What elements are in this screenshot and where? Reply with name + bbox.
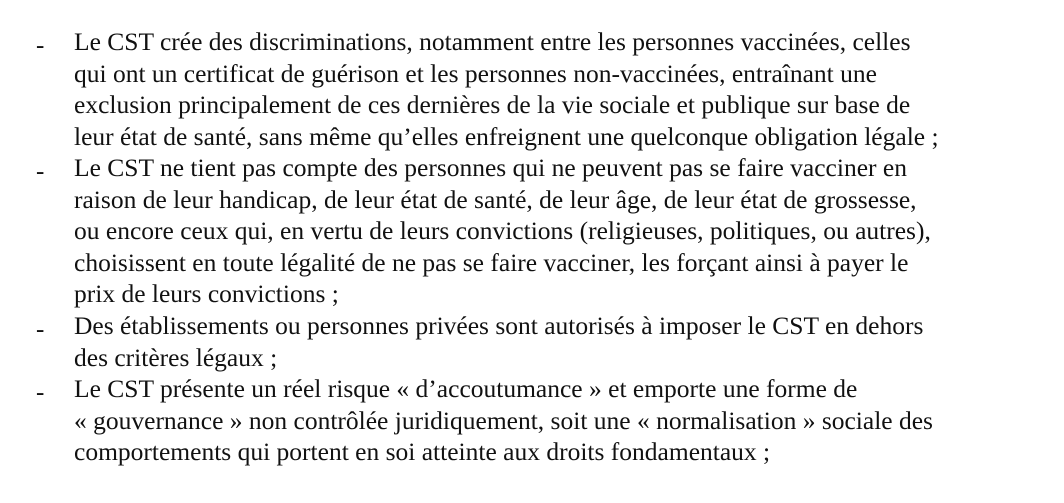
text-line: exclusion principalement de ces dernières de la vie sociale et publique sur base de — [74, 90, 911, 119]
list-item-text — [74, 26, 1044, 152]
text-line: Le CST crée des discriminations, notamment entre les personnes vaccinées, celles — [74, 27, 911, 56]
text-line: prix de leurs convictions ; — [74, 279, 339, 308]
text-line: Le CST présente un réel risque « d’accoutumance » et emporte une forme de — [74, 374, 858, 403]
text-line: leur état de santé, sans même qu’elles enfreignent une quelconque obligation légale ; — [74, 121, 939, 151]
bullet-dash: - — [36, 379, 45, 406]
text-line: ou encore ceux qui, en vertu de leurs convictions (religieuses, politiques, ou autres), — [74, 216, 931, 245]
list-item-text — [74, 373, 1044, 468]
text-line: qui ont un certificat de guérison et les personnes non-vaccinées, entraînant une — [74, 58, 877, 88]
list-item-text — [74, 152, 1044, 310]
list-item-text — [74, 310, 1044, 373]
text-line: comportements qui portent en soi atteinte aux droits fondamentaux ; — [74, 437, 771, 466]
text-line: Le CST ne tient pas compte des personnes qui ne peuvent pas se faire vacciner en — [74, 153, 907, 182]
bullet-dash: - — [36, 316, 45, 343]
text-line: raison de leur handicap, de leur état de santé, de leur âge, de leur état de grossesse, — [74, 184, 917, 214]
text-line: choisissent en toute légalité de ne pas se faire vacciner, les forçant ainsi à payer le — [74, 247, 909, 277]
bullet-dash: - — [36, 158, 45, 185]
text-line: « gouvernance » non contrôlée juridiquement, soit une « normalisation » sociale des — [74, 405, 933, 435]
text-line: des critères légaux ; — [74, 342, 278, 372]
text-line: Des établissements ou personnes privées sont autorisés à imposer le CST en dehors — [74, 311, 924, 340]
bullet-dash: - — [36, 32, 45, 59]
